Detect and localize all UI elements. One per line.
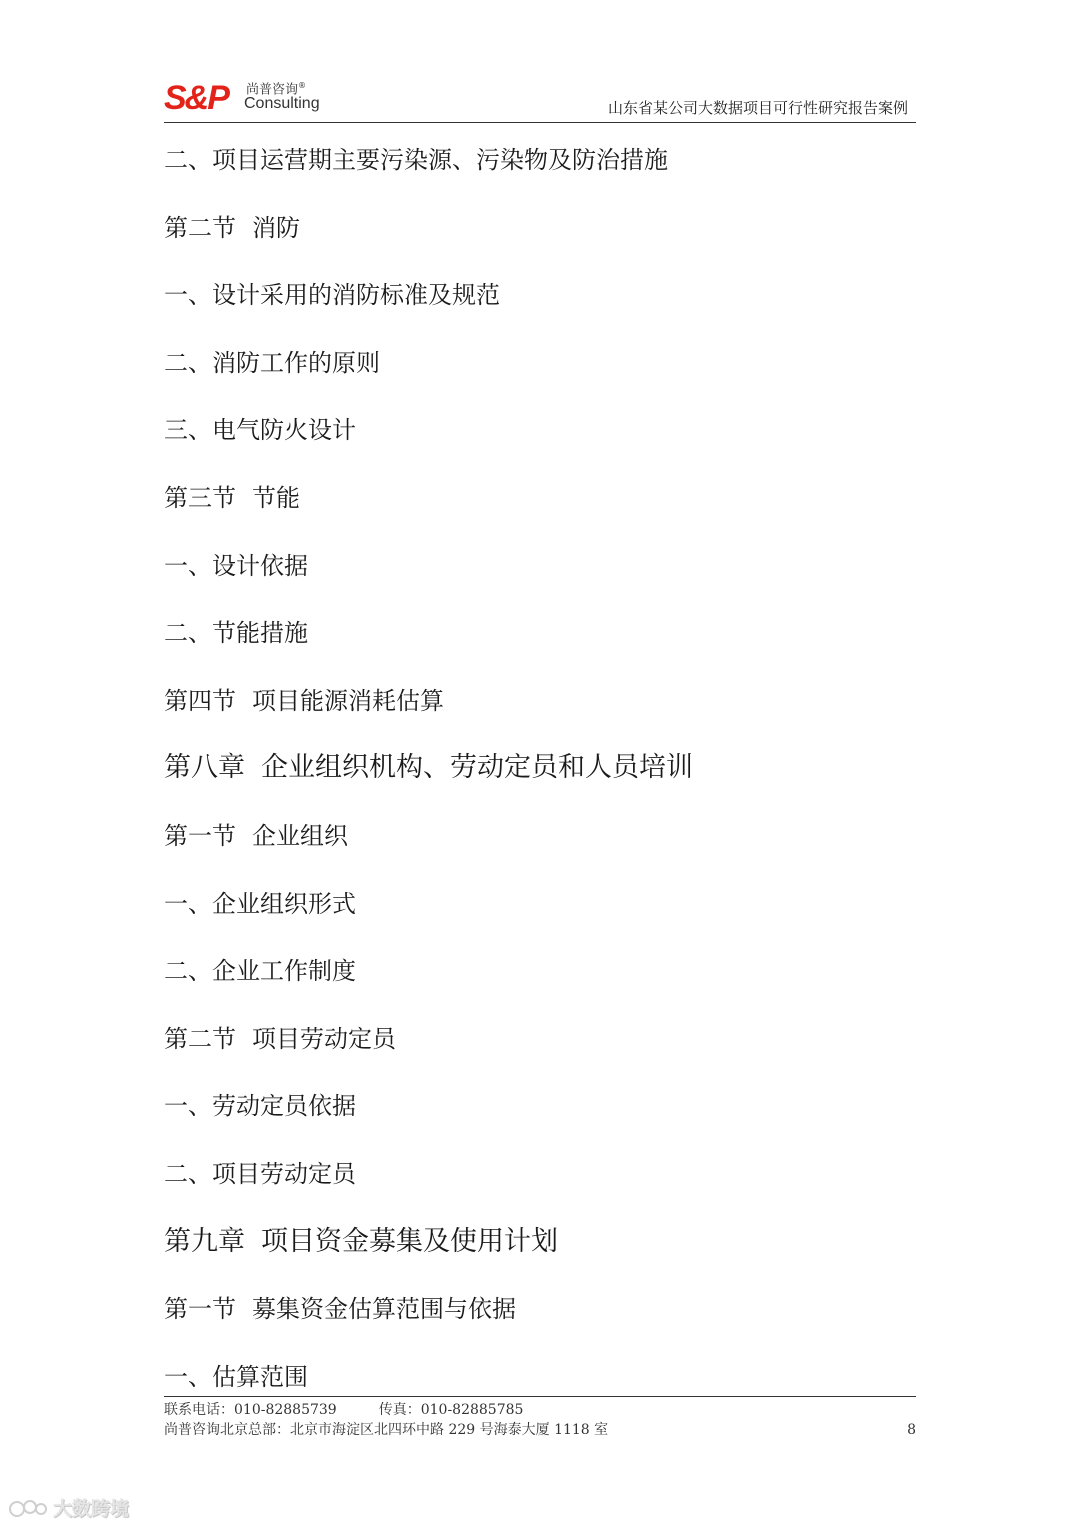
toc-item: [164, 410, 904, 478]
toc-section: [164, 208, 904, 276]
toc-text: 企业组织机构、劳动定员和人员培训: [261, 752, 693, 784]
toc-text: 一、企业组织形式: [164, 889, 356, 918]
watermark: [8, 1494, 129, 1522]
weibo-style-logo-icon: [8, 1497, 48, 1519]
toc-text: 消防: [252, 213, 300, 242]
page-number: 8: [907, 1422, 916, 1438]
toc-item: [164, 884, 904, 952]
footer-divider: [164, 1396, 916, 1397]
toc-prefix: 第一节: [164, 821, 236, 850]
toc-section: [164, 1019, 904, 1087]
toc-text: 企业组织: [252, 821, 348, 850]
toc-item: [164, 1154, 904, 1222]
toc-chapter: [164, 1222, 904, 1290]
toc-text: 一、估算范围: [164, 1362, 308, 1391]
toc-prefix: 第一节: [164, 1295, 236, 1324]
toc-item: [164, 275, 904, 343]
toc-text: 项目资金募集及使用计划: [261, 1225, 558, 1257]
page-header: [164, 72, 916, 124]
toc-prefix: 第九章: [164, 1225, 245, 1257]
toc-text: 节能: [252, 483, 300, 512]
logo-en-text: Consulting: [244, 95, 320, 112]
toc-item: [164, 1086, 904, 1154]
toc-chapter: [164, 748, 904, 816]
toc-section: [164, 478, 904, 546]
toc-prefix: 第八章: [164, 752, 245, 784]
logo-cn-text: 尚普咨询®: [246, 81, 307, 98]
toc-prefix: 第二节: [164, 1024, 236, 1053]
header-divider: [164, 122, 916, 123]
toc-text: 二、项目运营期主要污染源、污染物及防治措施: [164, 146, 668, 174]
toc-prefix: 第三节: [164, 483, 236, 512]
table-of-contents: [164, 140, 904, 1424]
toc-section: [164, 816, 904, 884]
toc-item: [164, 546, 904, 614]
toc-text: 一、设计采用的消防标准及规范: [164, 281, 500, 310]
toc-text: 三、电气防火设计: [164, 416, 356, 445]
toc-text: 二、项目劳动定员: [164, 1159, 356, 1188]
toc-text: 二、企业工作制度: [164, 957, 356, 986]
contact-fax: 传真：010-82885785: [378, 1402, 524, 1418]
toc-text: 项目能源消耗估算: [252, 686, 444, 715]
toc-text: 二、节能措施: [164, 619, 308, 648]
logo-mark: S&P: [164, 79, 228, 117]
toc-text: 募集资金估算范围与依据: [252, 1295, 516, 1324]
toc-item: [164, 951, 904, 1019]
toc-prefix: 第四节: [164, 686, 236, 715]
toc-text: 二、消防工作的原则: [164, 348, 380, 377]
toc-item: [164, 613, 904, 681]
watermark-text: 大数跨境: [53, 1498, 130, 1520]
contact-phone: 联系电话：010-82885739: [164, 1402, 337, 1418]
toc-item: [164, 140, 904, 208]
document-title: 山东省某公司大数据项目可行性研究报告案例: [607, 99, 908, 117]
toc-text: 一、设计依据: [164, 551, 308, 580]
toc-section: [164, 1289, 904, 1357]
toc-text: 一、劳动定员依据: [164, 1092, 356, 1121]
page-footer: [164, 1400, 916, 1440]
office-address: 尚普咨询北京总部：北京市海淀区北四环中路 229 号海泰大厦 1118 室: [164, 1422, 609, 1438]
toc-text: 项目劳动定员: [252, 1024, 396, 1053]
toc-prefix: 第二节: [164, 213, 236, 242]
toc-item: [164, 343, 904, 411]
toc-section: [164, 681, 904, 749]
